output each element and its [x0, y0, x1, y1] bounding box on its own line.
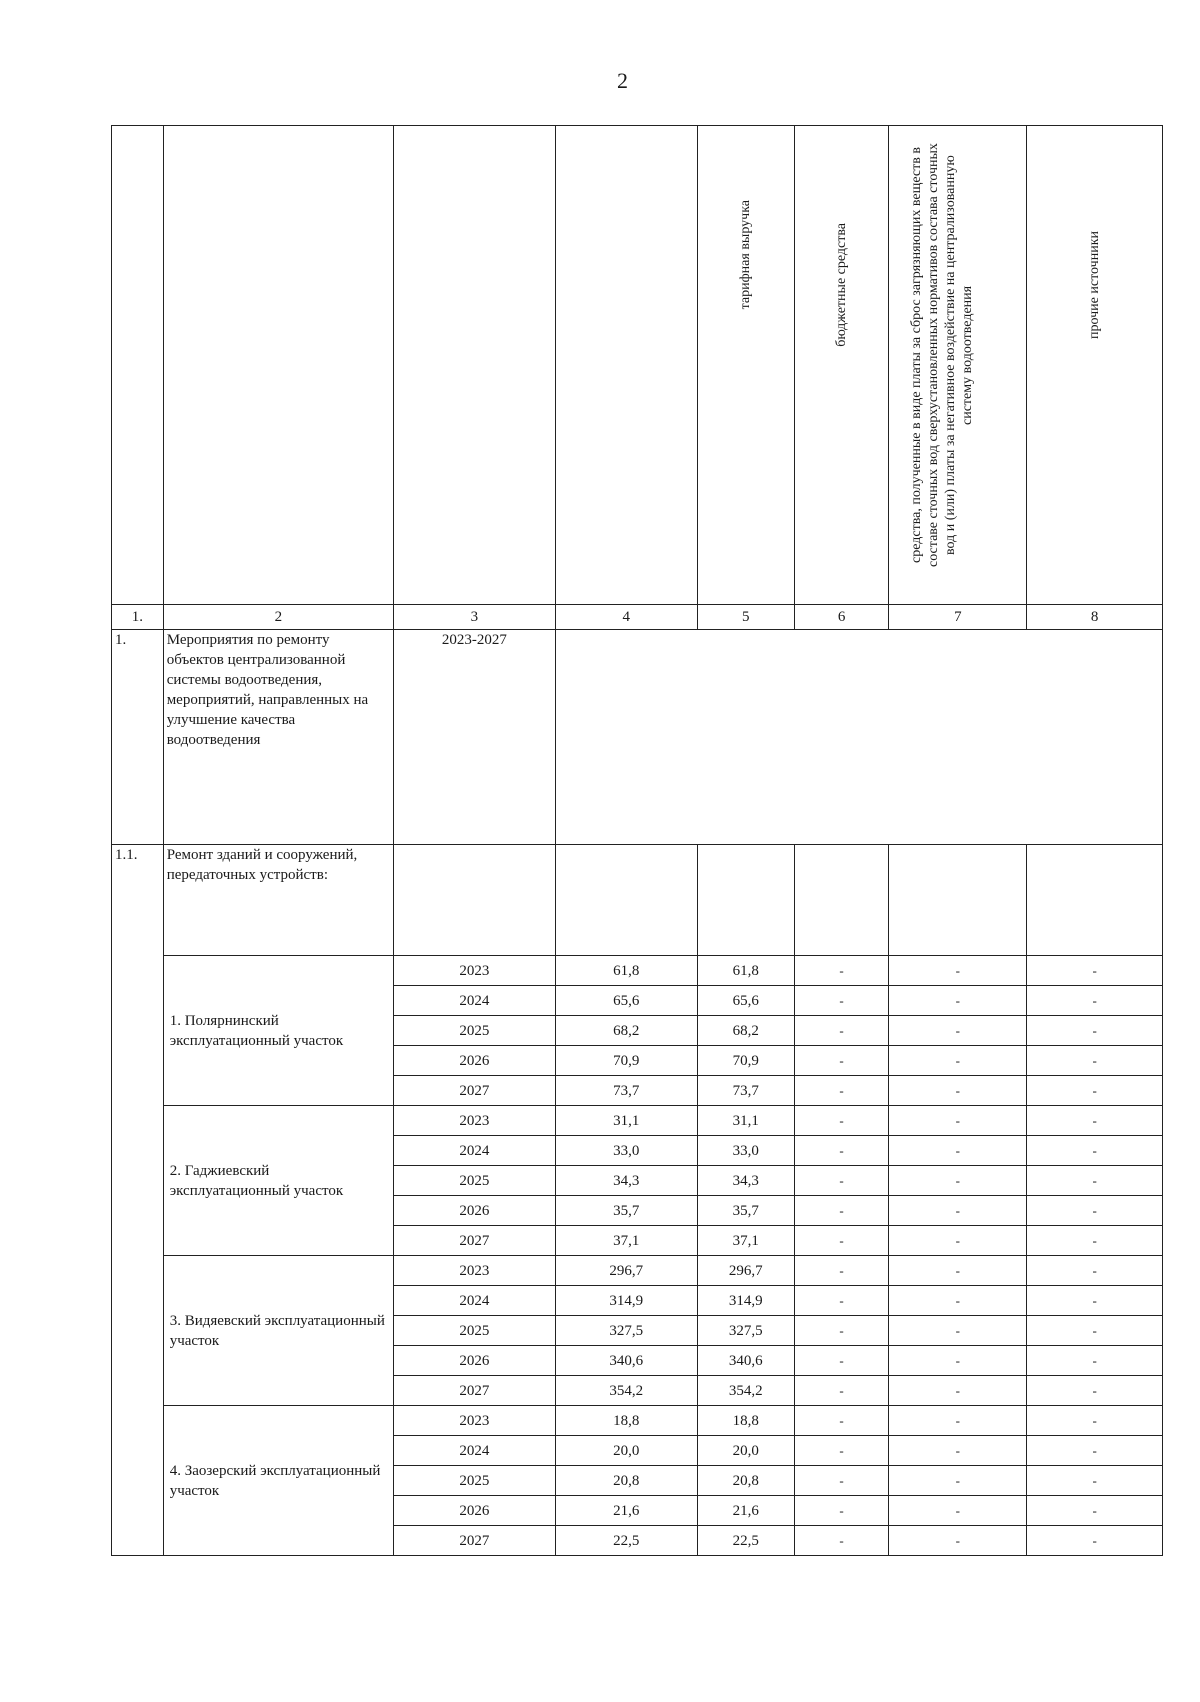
total-cell: 340,6	[555, 1346, 697, 1376]
year-cell: 2027	[394, 1376, 556, 1406]
subsection-number: 1.1.	[112, 845, 164, 1556]
total-cell: 296,7	[555, 1256, 697, 1286]
header-cell-empty	[394, 126, 556, 605]
site-name: 4. Заозерский эксплуатационный участок	[163, 1406, 393, 1556]
year-cell: 2023	[394, 1406, 556, 1436]
year-cell: 2025	[394, 1316, 556, 1346]
total-cell: 327,5	[555, 1316, 697, 1346]
col-num: 6	[794, 605, 889, 630]
other-sources-cell: -	[1027, 1346, 1163, 1376]
budget-cell: -	[794, 1316, 889, 1346]
header-tariff-revenue	[697, 126, 794, 605]
column-number-row	[112, 605, 1163, 630]
tariff-cell: 20,8	[697, 1466, 794, 1496]
total-cell: 33,0	[555, 1136, 697, 1166]
col-num: 3	[394, 605, 556, 630]
other-sources-cell: -	[1027, 1526, 1163, 1556]
col-num: 2	[163, 605, 393, 630]
total-cell: 37,1	[555, 1226, 697, 1256]
budget-cell: -	[794, 1466, 889, 1496]
page-number: 2	[617, 68, 628, 93]
other-sources-cell: -	[1027, 1496, 1163, 1526]
total-cell: 21,6	[555, 1496, 697, 1526]
budget-cell: -	[794, 1286, 889, 1316]
total-cell: 20,8	[555, 1466, 697, 1496]
tariff-cell: 37,1	[697, 1226, 794, 1256]
tariff-cell: 18,8	[697, 1406, 794, 1436]
budget-cell: -	[794, 1406, 889, 1436]
discharge-fee-cell: -	[889, 1436, 1027, 1466]
header-tariff-revenue-text: тарифная выручка	[738, 200, 754, 310]
other-sources-cell: -	[1027, 1436, 1163, 1466]
empty-cell	[889, 845, 1027, 956]
budget-cell: -	[794, 956, 889, 986]
tariff-cell: 327,5	[697, 1316, 794, 1346]
total-cell: 354,2	[555, 1376, 697, 1406]
total-cell: 61,8	[555, 956, 697, 986]
tariff-cell: 68,2	[697, 1016, 794, 1046]
other-sources-cell: -	[1027, 1406, 1163, 1436]
discharge-fee-cell: -	[889, 1046, 1027, 1076]
other-sources-cell: -	[1027, 1376, 1163, 1406]
empty-cell	[794, 845, 889, 956]
empty-cell	[1027, 845, 1163, 956]
budget-cell: -	[794, 1346, 889, 1376]
year-cell: 2024	[394, 1286, 556, 1316]
discharge-fee-cell: -	[889, 1136, 1027, 1166]
discharge-fee-cell: -	[889, 1226, 1027, 1256]
budget-cell: -	[794, 1076, 889, 1106]
col-num: 8	[1027, 605, 1163, 630]
col-num: 7	[889, 605, 1027, 630]
tariff-cell: 22,5	[697, 1526, 794, 1556]
year-cell: 2023	[394, 1106, 556, 1136]
year-cell: 2024	[394, 1136, 556, 1166]
tariff-cell: 65,6	[697, 986, 794, 1016]
header-cell-empty	[112, 126, 164, 605]
tariff-cell: 35,7	[697, 1196, 794, 1226]
site-name: 1. Полярнинский эксплуатационный участок	[163, 956, 393, 1106]
budget-cell: -	[794, 1016, 889, 1046]
other-sources-cell: -	[1027, 1466, 1163, 1496]
discharge-fee-cell: -	[889, 1196, 1027, 1226]
year-cell: 2026	[394, 1046, 556, 1076]
year-cell: 2025	[394, 1166, 556, 1196]
budget-cell: -	[794, 1196, 889, 1226]
total-cell: 70,9	[555, 1046, 697, 1076]
tariff-cell: 34,3	[697, 1166, 794, 1196]
other-sources-cell: -	[1027, 1136, 1163, 1166]
header-row	[112, 126, 1163, 605]
tariff-cell: 296,7	[697, 1256, 794, 1286]
site-name: 3. Видяевский эксплуатационный участок	[163, 1256, 393, 1406]
discharge-fee-cell: -	[889, 1286, 1027, 1316]
year-cell: 2027	[394, 1076, 556, 1106]
year-cell: 2026	[394, 1196, 556, 1226]
header-discharge-fees	[889, 126, 1027, 605]
budget-cell: -	[794, 1106, 889, 1136]
header-cell-empty	[555, 126, 697, 605]
tariff-cell: 20,0	[697, 1436, 794, 1466]
tariff-cell: 70,9	[697, 1046, 794, 1076]
total-cell: 34,3	[555, 1166, 697, 1196]
total-cell: 35,7	[555, 1196, 697, 1226]
tariff-cell: 61,8	[697, 956, 794, 986]
year-cell: 2025	[394, 1016, 556, 1046]
header-other-sources	[1027, 126, 1163, 605]
year-row	[112, 956, 1163, 986]
tariff-cell: 31,1	[697, 1106, 794, 1136]
other-sources-cell: -	[1027, 1316, 1163, 1346]
discharge-fee-cell: -	[889, 1346, 1027, 1376]
investment-table	[111, 125, 1163, 1556]
total-cell: 314,9	[555, 1286, 697, 1316]
year-row	[112, 1406, 1163, 1436]
other-sources-cell: -	[1027, 1046, 1163, 1076]
tariff-cell: 73,7	[697, 1076, 794, 1106]
other-sources-cell: -	[1027, 1166, 1163, 1196]
discharge-fee-cell: -	[889, 1076, 1027, 1106]
discharge-fee-cell: -	[889, 956, 1027, 986]
section-empty-cell	[555, 630, 1162, 845]
other-sources-cell: -	[1027, 1106, 1163, 1136]
year-cell: 2025	[394, 1466, 556, 1496]
budget-cell: -	[794, 1526, 889, 1556]
other-sources-cell: -	[1027, 1256, 1163, 1286]
other-sources-cell: -	[1027, 1226, 1163, 1256]
other-sources-cell: -	[1027, 1196, 1163, 1226]
tariff-cell: 21,6	[697, 1496, 794, 1526]
col-num: 1.	[112, 605, 164, 630]
budget-cell: -	[794, 1226, 889, 1256]
discharge-fee-cell: -	[889, 1406, 1027, 1436]
budget-cell: -	[794, 1136, 889, 1166]
discharge-fee-cell: -	[889, 1016, 1027, 1046]
header-other-sources-text: прочие источники	[1087, 231, 1103, 339]
empty-cell	[555, 845, 697, 956]
tariff-cell: 340,6	[697, 1346, 794, 1376]
budget-cell: -	[794, 1496, 889, 1526]
header-cell-empty	[163, 126, 393, 605]
subsection-title: Ремонт зданий и сооружений, передаточных устройств:	[163, 845, 393, 956]
year-cell: 2024	[394, 1436, 556, 1466]
col-num: 5	[697, 605, 794, 630]
total-cell: 20,0	[555, 1436, 697, 1466]
section-title: Мероприятия по ремонту объектов централизованной системы водоотведения, мероприятий, направленных на улучшение качества водоотведения	[163, 630, 393, 845]
header-budget-funds-text: бюджетные средства	[834, 223, 850, 347]
total-cell: 68,2	[555, 1016, 697, 1046]
year-cell: 2023	[394, 956, 556, 986]
discharge-fee-cell: -	[889, 1256, 1027, 1286]
budget-cell: -	[794, 1256, 889, 1286]
year-cell: 2026	[394, 1346, 556, 1376]
tariff-cell: 354,2	[697, 1376, 794, 1406]
year-cell: 2024	[394, 986, 556, 1016]
other-sources-cell: -	[1027, 1076, 1163, 1106]
section-row	[112, 630, 1163, 845]
year-cell: 2027	[394, 1226, 556, 1256]
discharge-fee-cell: -	[889, 1466, 1027, 1496]
empty-cell	[697, 845, 794, 956]
section-period: 2023-2027	[394, 630, 556, 845]
section-number: 1.	[112, 630, 164, 845]
year-row	[112, 1256, 1163, 1286]
total-cell: 18,8	[555, 1406, 697, 1436]
other-sources-cell: -	[1027, 956, 1163, 986]
total-cell: 73,7	[555, 1076, 697, 1106]
year-row	[112, 1106, 1163, 1136]
budget-cell: -	[794, 1166, 889, 1196]
other-sources-cell: -	[1027, 1016, 1163, 1046]
discharge-fee-cell: -	[889, 1316, 1027, 1346]
total-cell: 31,1	[555, 1106, 697, 1136]
budget-cell: -	[794, 1436, 889, 1466]
discharge-fee-cell: -	[889, 1526, 1027, 1556]
col-num: 4	[555, 605, 697, 630]
discharge-fee-cell: -	[889, 986, 1027, 1016]
tariff-cell: 33,0	[697, 1136, 794, 1166]
discharge-fee-cell: -	[889, 1106, 1027, 1136]
discharge-fee-cell: -	[889, 1496, 1027, 1526]
other-sources-cell: -	[1027, 986, 1163, 1016]
empty-cell	[394, 845, 556, 956]
year-cell: 2027	[394, 1526, 556, 1556]
year-cell: 2023	[394, 1256, 556, 1286]
budget-cell: -	[794, 1046, 889, 1076]
budget-cell: -	[794, 1376, 889, 1406]
discharge-fee-cell: -	[889, 1376, 1027, 1406]
subsection-row	[112, 845, 1163, 956]
other-sources-cell: -	[1027, 1286, 1163, 1316]
year-cell: 2026	[394, 1496, 556, 1526]
total-cell: 65,6	[555, 986, 697, 1016]
site-name: 2. Гаджиевский эксплуатационный участок	[163, 1106, 393, 1256]
discharge-fee-cell: -	[889, 1166, 1027, 1196]
total-cell: 22,5	[555, 1526, 697, 1556]
header-discharge-fees-text: средства, полученные в виде платы за сброс загрязняющих веществ в составе сточных вод сверхустановленных нормативов состава сточных вод и (или) платы за негативное воздействие на централизованную систему водоотведения	[908, 143, 975, 567]
tariff-cell: 314,9	[697, 1286, 794, 1316]
budget-cell: -	[794, 986, 889, 1016]
header-budget-funds	[794, 126, 889, 605]
